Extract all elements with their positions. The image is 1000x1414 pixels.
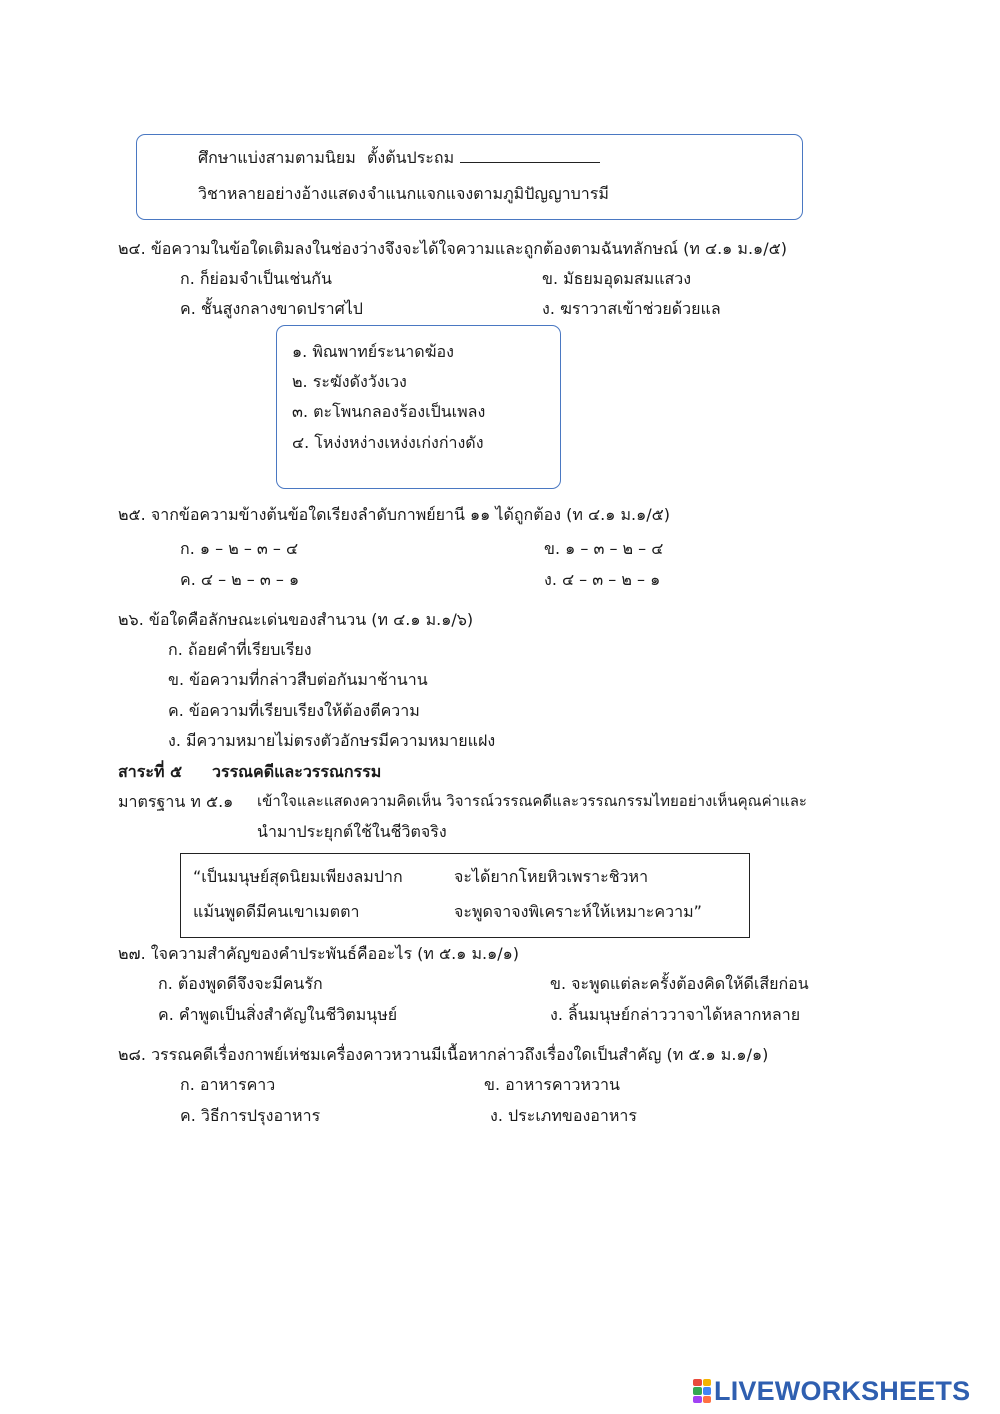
q24-option-b[interactable]: ข. มัธยมอุดมสมแสวง [542,269,692,288]
q28-option-a[interactable]: ก. อาหารคาว [180,1075,276,1094]
q25-option-b[interactable]: ข. ๑ – ๓ – ๒ – ๔ [544,539,664,558]
q27-option-b[interactable]: ข. จะพูดแต่ละครั้งต้องคิดให้ดีเสียก่อน [550,974,809,993]
q28-option-b[interactable]: ข. อาหารคาวหวาน [484,1075,620,1094]
liveworksheets-text: LIVEWORKSHEETS [714,1375,971,1406]
q28-option-d[interactable]: ง. ประเภทของอาหาร [490,1106,637,1125]
q26-option-a[interactable]: ก. ถ้อยคำที่เรียบเรียง [168,640,312,659]
q26-option-b[interactable]: ข. ข้อความที่กล่าวสืบต่อกันมาช้านาน [168,670,428,689]
quote-line1-right: จะได้ยากโหยหิวเพราะชิวหา [454,867,649,886]
q26-option-c[interactable]: ค. ข้อความที่เรียบเรียงให้ต้องตีความ [168,701,420,720]
section5-heading-num: สาระที่ ๕ [118,762,183,781]
q24-option-d[interactable]: ง. ฆราวาสเข้าช่วยด้วยแล [542,299,721,318]
q25-option-a[interactable]: ก. ๑ – ๒ – ๓ – ๔ [180,539,299,558]
poem-1-line1-left: ศึกษาแบ่งสามตามนิยม [198,148,356,167]
q27-option-a[interactable]: ก. ต้องพูดดีจึงจะมีคนรัก [158,974,323,993]
section5-heading-title: วรรณคดีและวรรณกรรม [212,762,382,781]
poem-1-line1-right [367,150,600,166]
poem-box-1 [136,134,803,220]
standard-label: มาตรฐาน ท ๕.๑ [118,792,234,811]
q28-question: ๒๘. วรรณคดีเรื่องกาพย์เห่ชมเครื่องคาวหวานมีเนื้อหากล่าวถึงเรื่องใดเป็นสำคัญ (ท ๕.๑ ม.๑/๑) [118,1045,769,1064]
quote-box [180,853,750,938]
standard-line1: เข้าใจและแสดงความคิดเห็น วิจารณ์วรรณคดีและวรรณกรรมไทยอย่างเห็นคุณค่าและ [257,792,807,810]
q25-option-c[interactable]: ค. ๔ – ๒ – ๓ – ๑ [180,570,300,589]
poem-2-line2: ๒. ระฆังดังวังเวง [292,372,407,391]
q27-option-d[interactable]: ง. ลิ้นมนุษย์กล่าววาจาได้หลากหลาย [550,1005,801,1024]
q24-option-a[interactable]: ก. ก็ย่อมจำเป็นเช่นกัน [180,269,332,288]
poem-1-line2-right: จำแนกแจกแจงตามภูมิปัญญาบารมี [367,184,609,203]
q24-question: ๒๔. ข้อความในข้อใดเติมลงในช่องว่างจึงจะได้ใจความและถูกต้องตามฉันทลักษณ์ (ท ๔.๑ ม.๑/๕) [118,239,787,258]
q25-question: ๒๕. จากข้อความข้างต้นข้อใดเรียงลำดับกาพย์ยานี ๑๑ ได้ถูกต้อง (ท ๔.๑ ม.๑/๕) [118,505,670,524]
poem-1-line2-left: วิชาหลายอย่างอ้างแสดง [198,184,367,203]
q24-option-c[interactable]: ค. ชั้นสูงกลางขาดปราศไป [180,299,363,318]
liveworksheets-mark-icon [693,1379,711,1403]
poem-1-line1-right-text: ตั้งต้นประถม [367,148,455,167]
q25-option-d[interactable]: ง. ๔ – ๓ – ๒ – ๑ [544,570,661,589]
liveworksheets-logo [693,1375,971,1406]
standard-line2: นำมาประยุกต์ใช้ในชีวิตจริง [257,822,447,841]
poem-2-line1: ๑. พิณพาทย์ระนาดฆ้อง [292,342,454,361]
q26-option-d[interactable]: ง. มีความหมายไม่ตรงตัวอักษรมีความหมายแฝง [168,731,496,750]
q26-question: ๒๖. ข้อใดคือลักษณะเด่นของสำนวน (ท ๔.๑ ม.๑/๖) [118,610,474,629]
quote-line2-right: จะพูดจาจงพิเคราะห์ให้เหมาะความ” [454,902,702,921]
q28-option-c[interactable]: ค. วิธีการปรุงอาหาร [180,1106,321,1125]
q27-question: ๒๗. ใจความสำคัญของคำประพันธ์คืออะไร (ท ๕.๑ ม.๑/๑) [118,944,520,963]
poem-2-line4: ๔. โหง่งหง่างเหง่งเก่งก่างดัง [292,433,484,452]
answer-blank[interactable] [460,162,600,163]
q27-option-c[interactable]: ค. คำพูดเป็นสิ่งสำคัญในชีวิตมนุษย์ [158,1005,398,1024]
quote-line2-left: แม้นพูดดีมีคนเขาเมตตา [193,902,360,921]
poem-2-line3: ๓. ตะโพนกลองร้องเป็นเพลง [292,402,486,421]
quote-line1-left: “เป็นมนุษย์สุดนิยมเพียงลมปาก [193,867,403,886]
